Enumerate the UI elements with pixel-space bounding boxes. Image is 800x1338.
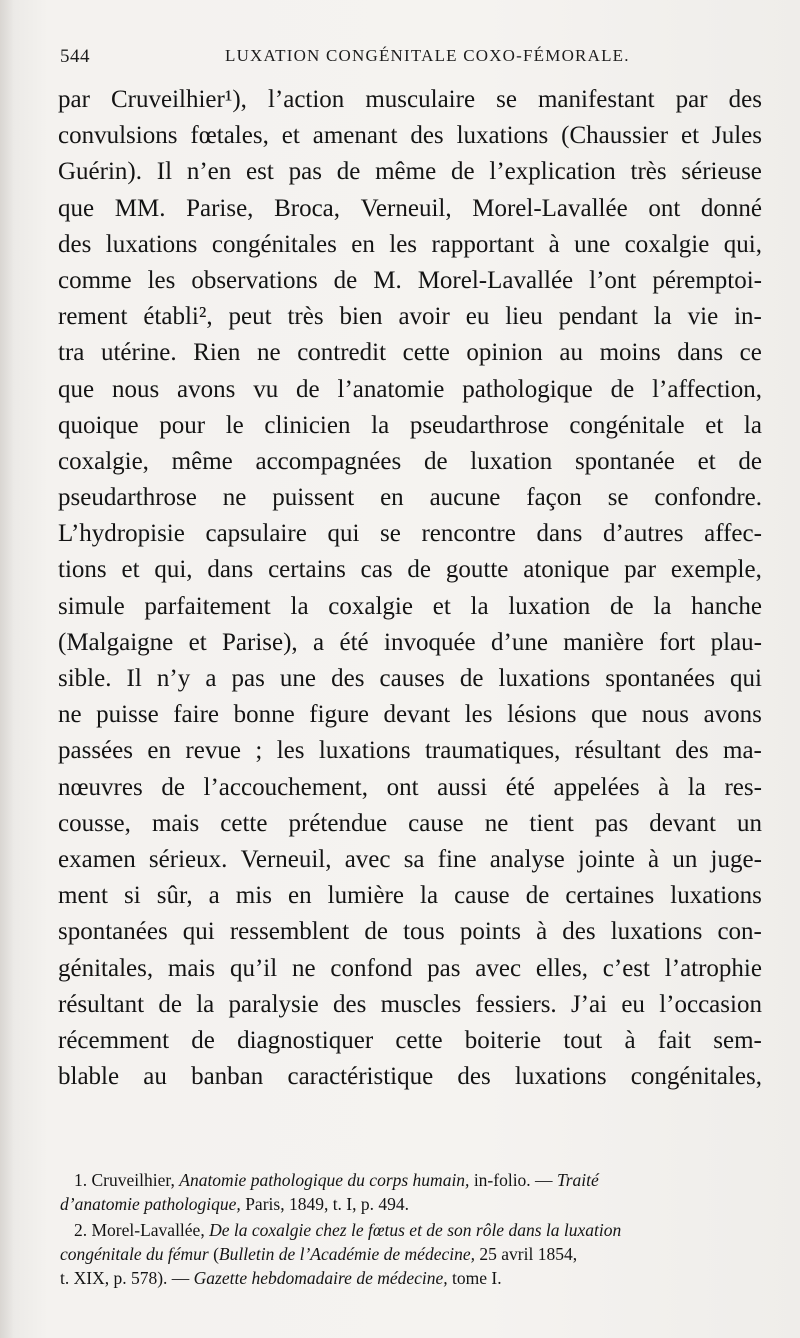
footnote-work-title: Gazette hebdomadaire de médecine, (193, 1268, 448, 1288)
footnote-text: Paris, 1849, t. I, p. 494. (245, 1194, 410, 1214)
text-line: sible. Il n’y a pas une des causes de luxations spontanées qui (58, 665, 762, 692)
running-title: LUXATION CONGÉNITALE COXO-FÉMORALE. (225, 46, 630, 65)
footnote-text: t. XIX, p. 578). — (60, 1268, 190, 1288)
text-line: simule parfaitement la coxalgie et la luxation de la hanche (58, 592, 762, 620)
text-line: des luxations congénitales en les rapportant à une coxalgie qui, (58, 230, 762, 258)
footnote-work-title: Anatomie pathologique du corps humain, (179, 1170, 470, 1190)
footnotes (60, 1168, 760, 1290)
text-line: examen sérieux. Verneuil, avec sa fine analyse jointe à un juge- (58, 845, 762, 873)
page-header (60, 46, 760, 70)
footnote-number: 1. (74, 1170, 88, 1190)
footnote-work-title: De la coxalgie chez le fœtus et de son rôle dans la luxation (209, 1220, 622, 1240)
footnote-number: 2. (74, 1220, 88, 1240)
page-gutter-shadow (0, 0, 14, 1338)
footnote-2-line-2 (60, 1242, 760, 1266)
text-line: tions et qui, dans certains cas de goutte atonique par exemple, (58, 556, 762, 584)
text-line: génitales, mais qu’il ne confond pas avec elles, c’est l’atrophie (58, 954, 762, 982)
text-line: coxalgie, même accompagnées de luxation spontanée et de (58, 447, 762, 475)
text-line: quoique pour le clinicien la pseudarthrose congénitale et la (58, 411, 762, 439)
footnote-2-line-1 (60, 1218, 760, 1242)
text-line: que nous avons vu de l’anatomie pathologique de l’affection, (58, 375, 762, 403)
footnote-author: Cruveilhier, (91, 1170, 175, 1190)
text-line: comme les observations de M. Morel-Lavallée l’ont péremptoi- (58, 266, 762, 294)
text-line: ne puisse faire bonne figure devant les lésions que nous avons (58, 701, 762, 729)
footnote-1-line-1 (60, 1168, 760, 1192)
footnote-text: in-folio. — (473, 1170, 553, 1190)
footnote-work-title: congénitale du fémur (60, 1244, 209, 1264)
text-line: passées en revue ; les luxations traumatiques, résultant des ma- (58, 737, 762, 765)
footnote-work-title: Bulletin de l’Académie de médecine, (218, 1244, 475, 1264)
footnote-2-line-3 (60, 1266, 760, 1290)
text-line: rement établi², peut très bien avoir eu lieu pendant la vie in- (58, 303, 762, 331)
text-line: tra utérine. Rien ne contredit cette opinion au moins dans ce (58, 339, 762, 367)
text-line: (Malgaigne et Parise), a été invoquée d’une manière fort plau- (58, 628, 762, 656)
text-line: résultant de la paralysie des muscles fessiers. J’ai eu l’occasion (58, 990, 762, 1018)
footnote-text: tome I. (452, 1268, 502, 1288)
text-line: que MM. Parise, Broca, Verneuil, Morel-Lavallée ont donné (58, 194, 762, 222)
text-line: spontanées qui ressemblent de tous points à des luxations con- (58, 918, 762, 946)
text-line: Guérin). Il n’en est pas de même de l’explication très sérieuse (58, 158, 762, 186)
footnote-author: Morel-Lavallée, (91, 1220, 205, 1240)
footnote-text: 25 avril 1854, (479, 1244, 578, 1264)
text-line: L’hydropisie capsulaire qui se rencontre dans d’autres affec- (58, 520, 762, 548)
text-line: cousse, mais cette prétendue cause ne tient pas devant un (58, 809, 762, 837)
footnote-work-title: Traité (556, 1170, 599, 1190)
text-line: blable au banban caractéristique des luxations congénitales, (58, 1063, 762, 1091)
footnote-text: ( (213, 1244, 219, 1264)
text-line: nœuvres de l’accouchement, ont aussi été appelées à la res- (58, 773, 762, 801)
text-line: ment si sûr, a mis en lumière la cause de certaines luxations (58, 882, 762, 910)
text-line: récemment de diagnostiquer cette boiterie tout à fait sem- (58, 1026, 762, 1054)
page-number: 544 (60, 46, 90, 67)
footnote-work-title: d’anatomie pathologique, (60, 1194, 241, 1214)
text-line: pseudarthrose ne puissent en aucune façon se confondre. (58, 484, 762, 512)
footnote-1-line-2 (60, 1192, 760, 1216)
text-line: par Cruveilhier¹), l’action musculaire se manifestant par des (58, 86, 762, 113)
main-text (58, 82, 762, 1095)
text-line: convulsions fœtales, et amenant des luxations (Chaussier et Jules (58, 122, 762, 150)
